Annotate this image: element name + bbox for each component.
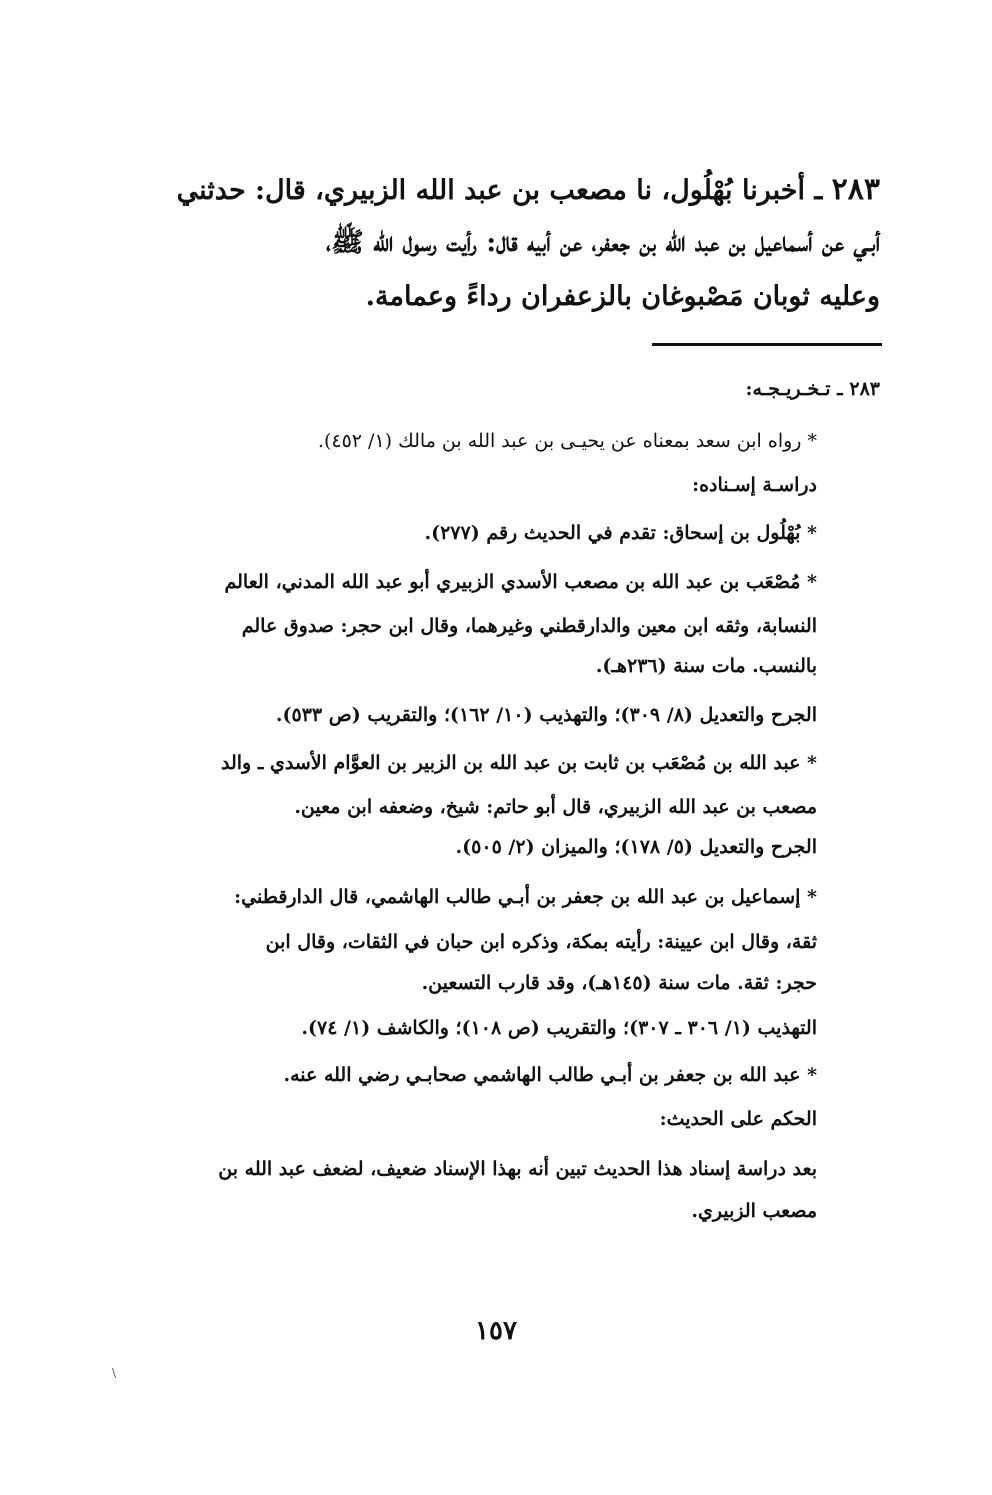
entry-line: * عبد الله بن جعفر بن أبـي طالب الهاشمي صحابـي رضي الله عنه. xyxy=(283,1064,817,1086)
entry-line: * مُصْعَب بن عبد الله بن مصعب الأسدي الزبيري أبو عبد الله المدني، العالم xyxy=(224,571,817,593)
hadith-number: ٢٨٣ xyxy=(831,172,880,207)
hadith-text-1: ـ أخبرنا بُهْلُول، نا مصعب بن عبد الله الزبيري، قال: حدثني xyxy=(176,175,823,206)
entry-line: الجرح والتعديل (٨/ ٣٠٩)؛ والتهذيب (١٠/ ١٦٢)؛ والتقريب (ص ٥٣٣). xyxy=(275,704,817,726)
entry-line: النسابة، وثقه ابن معين والدارقطني وغيرهما، وقال ابن حجر: صدوق عالم xyxy=(241,615,817,637)
hukm-line: بعد دراسة إسناد هذا الحديث تبين أنه بهذا الإسناد ضعيف، لضعف عبد الله بن xyxy=(218,1158,817,1180)
entry-line: الجرح والتعديل (٥/ ١٧٨)؛ والميزان (٢/ ٥٠٥). xyxy=(455,836,817,858)
scan-mark: \ xyxy=(112,1366,117,1380)
page-number: ١٥٧ xyxy=(475,1316,517,1346)
entry-line: * عبد الله بن مُصْعَب بن ثابت بن عبد الله بن الزبير بن العوَّام الأسدي ـ والد xyxy=(220,752,817,774)
entry-line: التهذيب (١/ ٣٠٦ ـ ٣٠٧)؛ والتقريب (ص ١٠٨)؛ والكاشف (١/ ٧٤). xyxy=(301,1017,817,1039)
entry-line: * بُهْلُول بن إسحاق: تقدم في الحديث رقم (٢٧٧). xyxy=(424,522,817,544)
takhrij-line: * رواه ابن سعد بمعناه عن يحيـى بن عبد الله بن مالك (١/ ٤٥٢). xyxy=(317,430,817,452)
hukm-line: مصعب الزبيري. xyxy=(691,1200,817,1222)
hukm-heading: الحكم على الحديث: xyxy=(659,1108,817,1130)
hadith-line-3: وعليه ثوبان مَصْبوغان بالزعفران رداءً وعمامة. xyxy=(365,281,880,312)
entry-line: بالنسب. مات سنة (٢٣٦هـ). xyxy=(595,655,817,677)
hadith-line-2: أبـي عن أسماعيل بن عبد الله بن جعفر، عن أبيه قال: رأيت رسول الله ﷺ، xyxy=(325,227,880,258)
takhrij-heading: ٢٨٣ ـ تـخـريـجـه: xyxy=(745,378,880,400)
entry-line: حجر: ثقة. مات سنة (١٤٥هـ)، وقد قارب التسعين. xyxy=(421,972,817,994)
entry-line: ثقة، وقال ابن عيينة: رأيته بمكة، وذكره ابن حبان في الثقات، وقال ابن xyxy=(265,931,817,953)
isnad-heading: دراسـة إسـناده: xyxy=(692,474,817,496)
entry-line: * إسماعيل بن عبد الله بن جعفر بن أبـي طالب الهاشمي، قال الدارقطني: xyxy=(234,886,817,908)
entry-line: مصعب بن عبد الله الزبيري، قال أبو حاتم: شيخ، وضعفه ابن معين. xyxy=(294,796,817,818)
separator-rule xyxy=(652,343,882,346)
hadith-line-1 xyxy=(177,172,880,208)
